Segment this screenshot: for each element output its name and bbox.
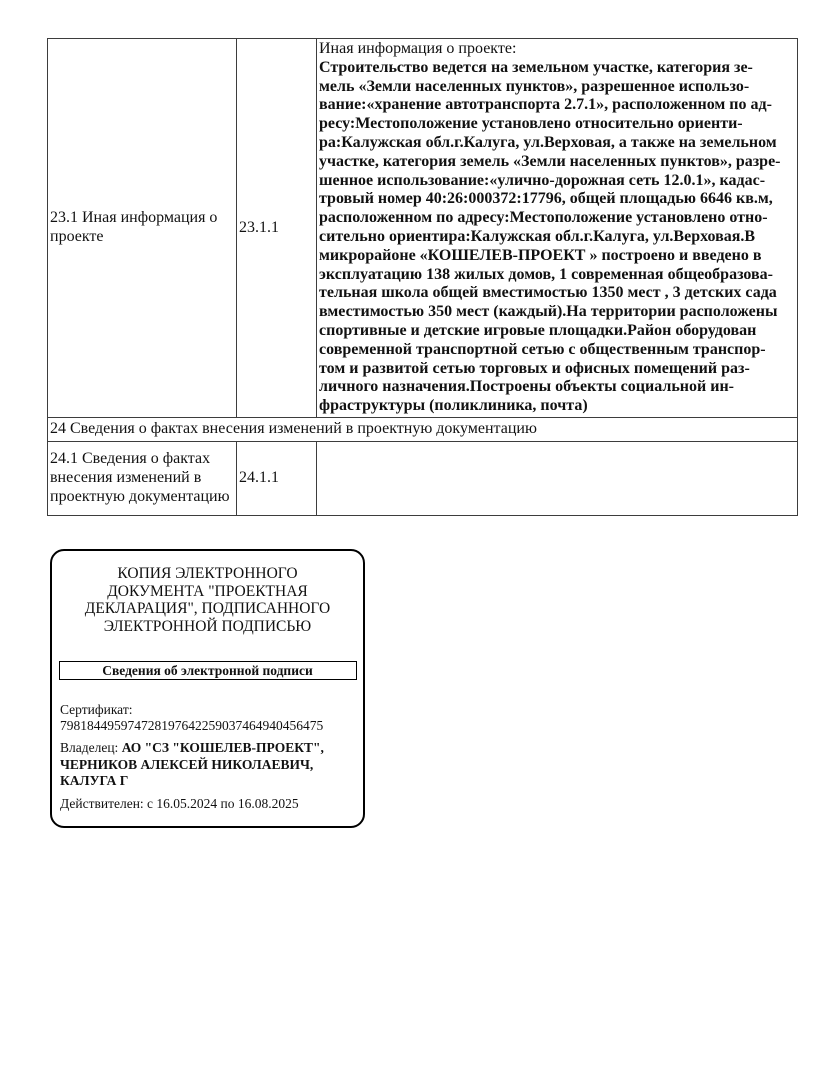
row-24-1-content-cell: [317, 441, 798, 515]
text-line: вание:«хранение автотранспорта 2.7.1», расположенном по ад-: [319, 96, 772, 114]
text-line: сительно ориентира:Калужская обл.г.Калуга, ул.Верховая.В: [319, 227, 756, 245]
row-23-1-content-title: Иная информация о проекте:: [319, 40, 517, 57]
text-line: микрорайоне «КОШЕЛЕВ-ПРОЕКТ » построено и введено в: [319, 246, 762, 264]
table-row-23-1: [48, 39, 798, 418]
text-line: мель «Земли населенных пунктов», разрешенное использо-: [319, 77, 750, 95]
text-line: фраструктуры (поликлиника, почта): [319, 397, 588, 415]
row-23-1-code: 23.1.1: [237, 39, 317, 418]
table-row-section-24: [48, 417, 798, 441]
text-line: ра:Калужская обл.г.Калуга, ул.Верховая, а также на земельном: [319, 133, 777, 151]
text-line: спортивные и детские игровые площадки.Район оборудован: [319, 321, 757, 339]
row-23-1-content-text: [319, 59, 795, 416]
owner-block: [60, 740, 351, 790]
electronic-signature-stamp: [50, 549, 365, 828]
text-line: тельная школа общей вместимостью 1350 мест , 3 детских сада: [319, 284, 777, 302]
table-row-24-1: [48, 441, 798, 515]
signature-info-header-box: [59, 661, 357, 680]
text-line: расположенном по адресу:Местоположение установлено отно-: [319, 209, 768, 227]
section-24-header: 24 Сведения о фактах внесения изменений в проектную документацию: [48, 417, 798, 441]
row-23-1-content-cell: [317, 39, 798, 418]
validity-period: Действителен: с 16.05.2024 по 16.08.2025: [60, 795, 299, 811]
certificate-block: [60, 702, 353, 734]
text-line: вместимостью 350 мест (каждый).На территории расположены: [319, 303, 778, 321]
row-24-1-code: 24.1.1: [237, 441, 317, 515]
text-line: ресу:Местоположение установлено относительно ориенти-: [319, 115, 743, 133]
stamp-title: КОПИЯ ЭЛЕКТРОННОГО ДОКУМЕНТА "ПРОЕКТНАЯ ДЕКЛАРАЦИЯ", ПОДПИСАННОГО ЭЛЕКТРОННОЙ ПОДПИСЬЮ: [84, 565, 331, 635]
signature-info-header: Сведения об электронной подписи: [102, 663, 313, 678]
row-24-1-label: 24.1 Сведения о фактах внесения изменений в проектную документацию: [48, 441, 237, 515]
text-line: участке, категория земель «Земли населенных пунктов», разре-: [319, 152, 781, 170]
certificate-label: Сертификат:: [60, 702, 133, 717]
text-line: том и развитой сетью торговых и офисных помещений раз-: [319, 359, 750, 377]
text-line: Строительство ведется на земельном участке, категория зе-: [319, 58, 753, 76]
text-line: шенное использование:«улично-дорожная сеть 12.0.1», кадас-: [319, 171, 766, 189]
text-line: личного назначения.Построены объекты социальной ин-: [319, 378, 734, 396]
text-line: современной транспортной сетью с общественным транспор-: [319, 340, 766, 358]
row-23-1-label: 23.1 Иная информация о проекте: [48, 39, 237, 418]
owner-label: Владелец:: [60, 740, 122, 755]
text-line: тровый номер 40:26:000372:17796, общей площадью 6646 кв.м,: [319, 190, 773, 208]
certificate-number: 798184495974728197642259037464940456475: [60, 718, 324, 733]
text-line: эксплуатацию 138 жилых домов, 1 современная общеобразова-: [319, 265, 773, 283]
project-declaration-table: [47, 38, 798, 516]
owner-value: АО "СЗ "КОШЕЛЕВ-ПРОЕКТ", ЧЕРНИКОВ АЛЕКСЕЙ НИКОЛАЕВИЧ, КАЛУГА Г: [60, 740, 324, 789]
